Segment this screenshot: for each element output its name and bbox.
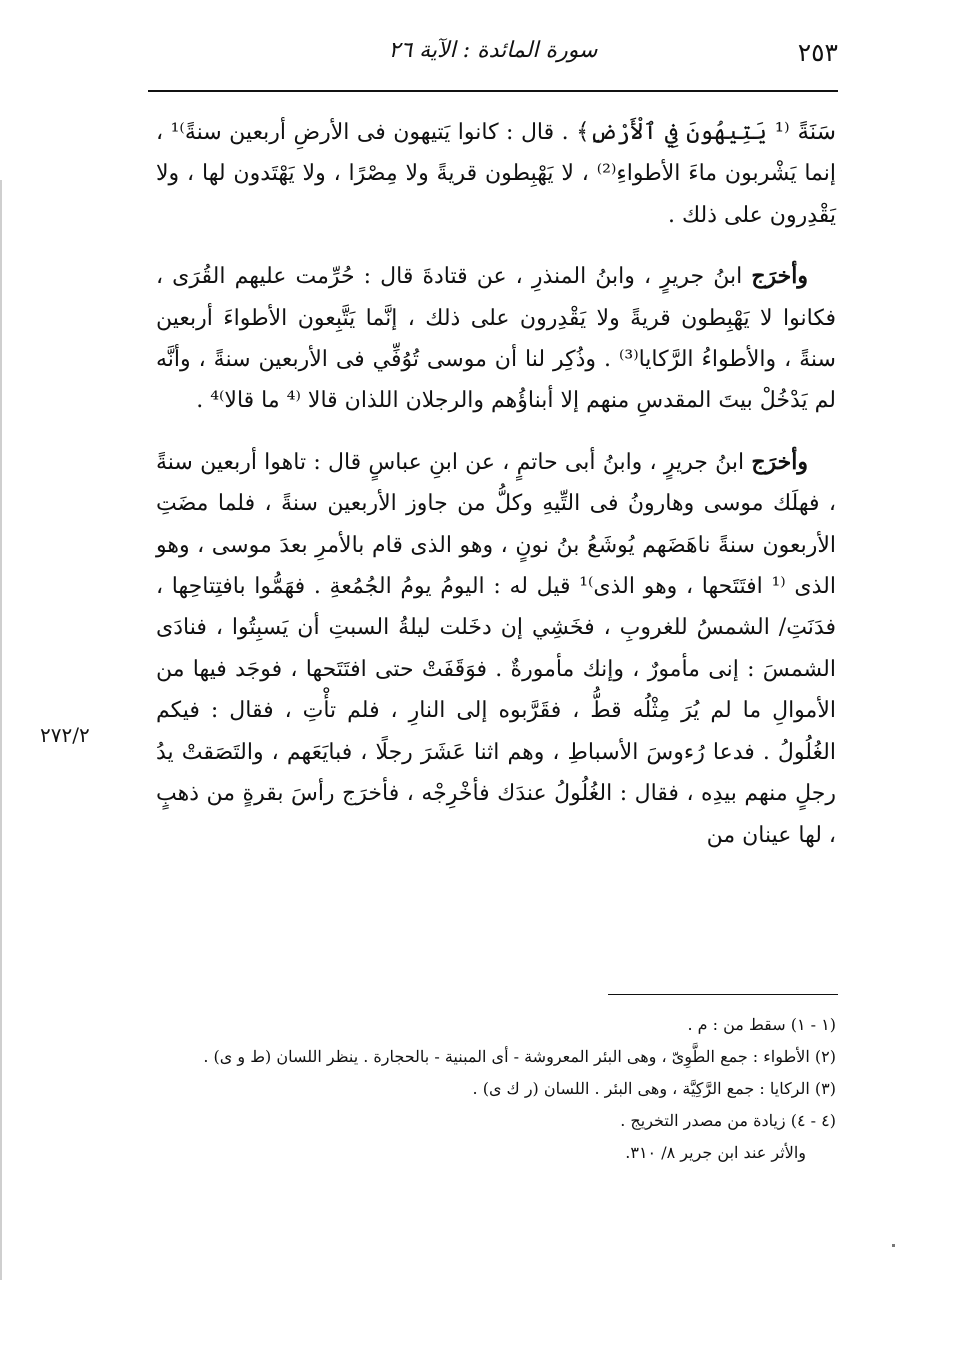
footnote-rule [608, 994, 838, 995]
lead-word: وأخرَج [751, 448, 808, 475]
lead-word: وأخرَج [751, 263, 808, 290]
paragraph-text: ابنُ جريرٍ ، وابنُ المنذرِ ، عن قتادةَ قال : حُرِّمت عليهم القُرَى ، فكانوا لا يَهْبِطون قريةً ولا يَقْدِرون على ذلك ، إنَّما يَتَّبِعون الأطواءَ أربعين سنةً ، والأطواءُ الرَّكايا⁽³⁾ . وذُكِر لنا أن موسى تُوُفِّي فى الأربعين سنةً ، وأنَّه لم يَدْخُلْ بيتَ المقدسِ منهم إلا أبناؤُهم والرجلان اللذان قالا ⁽⁴ ما قالا⁾⁴ . [156, 264, 836, 414]
paragraph-text: . قال : كانوا يَتيهون فى الأرضِ أربعين سنةً⁾¹ ، إنما يَشْربون ماءَ الأطواءِ⁽²⁾ ، لا يَهْبِطون قريةً ولا مِصْرًا ، ولا يَهْتَدون لها ، ولا يَقْدِرون على ذلك . [156, 120, 836, 228]
paragraph-1 [156, 112, 836, 236]
paragraph-text: ابنُ جريرٍ ، وابنُ أبى حاتمٍ ، عن ابنِ عباسٍ قال : تاهوا أربعين سنةً ، فهلَك موسى وهارونُ فى التِّيهِ وكلُّ من جاوز الأربعين سنةً ، فلما مضَتِ الأربعون سنةً ناهَضَهم يُوشَعُ بنُ نونٍ ، وهو الذى قام بالأمرِ بعدَ موسى ، وهو الذى ⁽¹ افتَتَحها ، وهو الذى⁾¹ قيل له : اليومُ يومُ الجُمُعةِ . فهَمُّوا بافتِتاحِها ، فدَنَتِ/ الشمسُ للغروبِ ، فخَشِي إن دخَلت ليلةُ السبتِ أن يَسبِتُوا ، فنادَى الشمسَ : إنى مأمورٌ ، وإنك مأمورةٌ . فوَقَفَتْ حتى افتَتَحها ، فوجَد فيها من الأموالِ ما لم يُرَ مِثْلُه قطُّ ، فقَرَّبوه إلى النارِ ، فلم تأْتِ ، فقال : فيكم الغُلُولُ . فدعا رُءوسَ الأسباطِ ، وهم اثنا عَشَرَ رجلًا ، فبايَعَهم ، والتَصَقتْ يدُ رجلٍ منهم بيدِه ، فقال : الغُلُولُ عندَك فأخْرِجْه ، فأخرَج رأسَ بقرةٍ من ذهبٍ ، لها عينان من [156, 449, 836, 848]
footnote-2: (٢) الأطواء : جمع الطَّوِىّ ، وهى البئر المعروشة - أى المبنية - بالحجارة . ينظر اللسان (ط و ى) . [203, 1047, 836, 1066]
page-number: ٢٥٣ [797, 38, 838, 67]
footnote-4: (٤ - ٤) زيادة من مصدر التخريج . [620, 1111, 836, 1130]
footnote-3: (٣) الركايا : جمع الرَّكِيَّة ، وهى البئر . اللسان (ر ك ى) . [472, 1079, 836, 1098]
running-title: سورة المائدة : الآية ٢٦ [388, 38, 598, 63]
paragraph-3 [156, 442, 836, 856]
paragraph-2 [156, 256, 836, 422]
quran-verse: سَنَةً ⁽¹ يَتِيهُونَ فِي ٱلْأَرْضِ﴾ [576, 119, 836, 145]
page-header [148, 32, 838, 82]
margin-reference: ٢٧٢/٢ [40, 723, 90, 747]
scan-edge-shadow [0, 180, 2, 1280]
scan-speck [892, 1244, 895, 1247]
footnotes [156, 1014, 836, 1174]
source-note: والأثر عند ابن جرير ٨/ ٣١٠. [625, 1143, 806, 1162]
main-text [156, 112, 836, 856]
footnote-1: (١ - ١) سقط من : م . [687, 1015, 836, 1034]
header-rule [148, 90, 838, 92]
